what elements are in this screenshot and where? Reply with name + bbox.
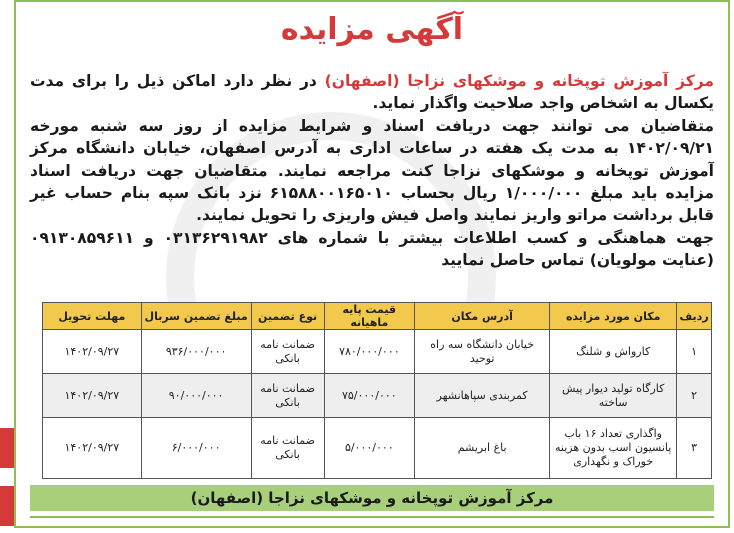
notice-paragraph-2: متقاضیان می توانند جهت دریافت اسناد و شرایط مزایده از روز سه شنبه مورخه ۱۴۰۲/۰۹/۲۱ به مدت یک هفته در ساعات اداری به آدرس اصفهان، خیابان دانشگاه مرکز آموزش توپخانه و موشکهای نزاجا کنت مراجعه نمایند. متقاضیان جهت دریافت اسناد مزایده باید مبلغ ۱/۰۰۰/۰۰۰ ریال بحساب ۶۱۵۸۸۰۰۱۶۵۰۱۰ نزد بانک سپه بنام حساب غیر قابل برداشت مراتو واریز نمایند واصل فیش واریزی را تحویل نمایند.	[30, 116, 714, 225]
cell-row-no: ۲	[677, 374, 712, 418]
auction-table	[42, 302, 712, 479]
cell-place: کارواش و شلنگ	[550, 330, 677, 374]
cell-address: کمربندی سپاهانشهر	[415, 374, 550, 418]
cell-deadline: ۱۴۰۲/۰۹/۲۷	[43, 374, 142, 418]
intro-organization: مرکز آموزش توپخانه و موشکهای نزاجا (اصفهان)	[324, 72, 714, 90]
header-deadline: مهلت تحویل	[43, 303, 142, 330]
header-place: مکان مورد مزایده	[550, 303, 677, 330]
notice-frame	[14, 0, 730, 528]
cell-deadline: ۱۴۰۲/۰۹/۲۷	[43, 330, 142, 374]
cell-row-no: ۱	[677, 330, 712, 374]
cell-base-price: ۷۵/۰۰۰/۰۰۰	[324, 374, 414, 418]
footer-banner: مرکز آموزش توپخانه و موشکهای نزاجا (اصفهان)	[30, 485, 714, 511]
cell-place: کارگاه تولید دیوار پیش ساخته	[550, 374, 677, 418]
table-row	[43, 330, 712, 374]
cell-guarantee-amount: ۶/۰۰۰/۰۰۰	[141, 418, 251, 479]
table-row	[43, 418, 712, 479]
cell-place: واگذاری تعداد ۱۶ باب پانسیون اسب بدون هزینه خوراک و نگهداری	[550, 418, 677, 479]
footer-divider	[30, 516, 714, 518]
cell-guarantee-type: ضمانت نامه بانکی	[251, 418, 324, 479]
cell-guarantee-type: ضمانت نامه بانکی	[251, 374, 324, 418]
notice-body	[30, 70, 714, 272]
intro-rest: در نظر دارد اماکن ذیل را برای مدت یکسال به اشخاص واجد صلاحیت واگذار نماید.	[30, 72, 714, 113]
header-guarantee-type: نوع تضمین	[251, 303, 324, 330]
cell-address: خیابان دانشگاه سه راه توحید	[415, 330, 550, 374]
cell-row-no: ۳	[677, 418, 712, 479]
notice-title: آگهی مزایده	[280, 12, 464, 47]
cell-guarantee-amount: ۹۳۶/۰۰۰/۰۰۰	[141, 330, 251, 374]
cell-guarantee-type: ضمانت نامه بانکی	[251, 330, 324, 374]
cell-base-price: ۷۸۰/۰۰۰/۰۰۰	[324, 330, 414, 374]
header-base-price: قیمت پایه ماهیانه	[324, 303, 414, 330]
cell-deadline: ۱۴۰۲/۰۹/۲۷	[43, 418, 142, 479]
table-row	[43, 374, 712, 418]
header-row-no: ردیف	[677, 303, 712, 330]
cell-address: باغ ابریشم	[415, 418, 550, 479]
side-red-mark-top	[0, 428, 14, 468]
notice-intro	[30, 70, 714, 115]
header-guarantee-amount: مبلغ تضمین سربال	[141, 303, 251, 330]
table-header-row	[43, 303, 712, 330]
side-red-mark-bottom	[0, 486, 14, 526]
cell-base-price: ۵/۰۰۰/۰۰۰	[324, 418, 414, 479]
notice-paragraph-3: جهت هماهنگی و کسب اطلاعات بیشتر با شماره های ۰۳۱۳۶۲۹۱۹۸۲ و ۰۹۱۳۰۸۵۹۶۱۱ (عنایت مولویان) تماس حاصل نمایید	[30, 228, 714, 270]
header-address: آدرس مکان	[415, 303, 550, 330]
cell-guarantee-amount: ۹۰/۰۰۰/۰۰۰	[141, 374, 251, 418]
